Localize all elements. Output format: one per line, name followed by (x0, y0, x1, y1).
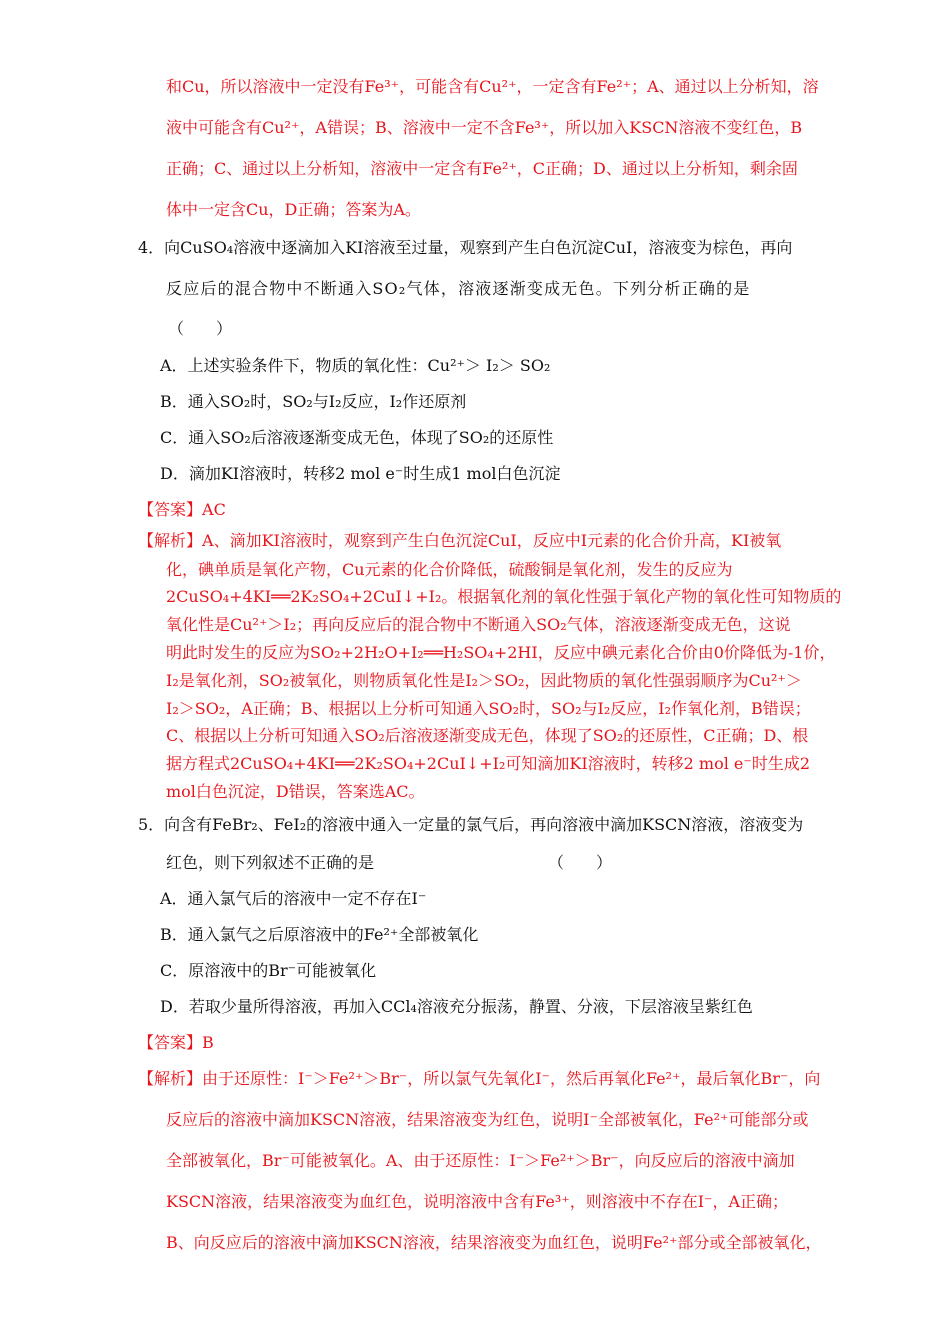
q4-option-a: A．上述实验条件下，物质的氧化性：Cu²⁺＞ I₂＞ SO₂ (160, 356, 551, 375)
q4-explanation-line-1: A、滴加KI溶液时，观察到产生白色沉淀CuI，反应中I元素的化合价升高，KI被氧 (202, 531, 782, 550)
q4-stem-line-1: 4．向CuSO₄溶液中逐滴加入KI溶液至过量，观察到产生白色沉淀CuI，溶液变为棕色，再向 (138, 238, 793, 257)
q4-explanation-line-3: 2CuSO₄+4KI══2K₂SO₄+2CuI↓+I₂。根据氧化剂的氧化性强于氧化产物的氧化性可知物质的 (166, 587, 842, 606)
q4-option-d: D．滴加KI溶液时，转移2 mol e⁻时生成1 mol白色沉淀 (160, 464, 561, 483)
q3-explanation-line-4: 体中一定含Cu，D正确；答案为A。 (166, 200, 421, 219)
q5-answer-row (138, 1033, 214, 1053)
q4-stem-line-2: 反应后的混合物中不断通入SO₂气体，溶液逐渐变成无色。下列分析正确的是 (166, 279, 751, 298)
q5-option-d: D．若取少量所得溶液，再加入CCl₄溶液充分振荡，静置、分液，下层溶液呈紫红色 (160, 997, 753, 1016)
q4-answer-value: AC (202, 500, 226, 519)
q4-explanation-row-1 (138, 531, 781, 551)
q4-explanation-line-4: 氧化性是Cu²⁺＞I₂；再向反应后的混合物中不断通入SO₂气体，溶液逐渐变成无色，这说 (166, 615, 791, 634)
q5-explanation-row-1 (138, 1069, 820, 1089)
q5-explanation-line-2: 反应后的溶液中滴加KSCN溶液，结果溶液变为红色，说明I⁻全部被氧化，Fe²⁺可能部分或 (166, 1110, 809, 1129)
q5-stem-line-2: 红色，则下列叙述不正确的是 (166, 853, 375, 872)
q3-explanation-line-1: 和Cu，所以溶液中一定没有Fe³⁺，可能含有Cu²⁺，一定含有Fe²⁺；A、通过以上分析知，溶 (166, 77, 819, 96)
q4-explanation-line-8: C、根据以上分析可知通入SO₂后溶液逐渐变成无色，体现了SO₂的还原性，C正确；D、根 (166, 726, 809, 745)
q5-explanation-line-4: KSCN溶液，结果溶液变为血红色，说明溶液中含有Fe³⁺，则溶液中不存在I⁻，A正确； (166, 1192, 789, 1211)
q5-explanation-line-5: B、向反应后的溶液中滴加KSCN溶液，结果溶液变为血红色，说明Fe²⁺部分或全部被氧化， (166, 1233, 822, 1252)
q3-explanation-line-2: 液中可能含有Cu²⁺，A错误；B、溶液中一定不含Fe³⁺，所以加入KSCN溶液不变红色，B (166, 118, 803, 137)
q4-explanation-line-9: 据方程式2CuSO₄+4KI══2K₂SO₄+2CuI↓+I₂可知滴加KI溶液时，转移2 mol e⁻时生成2 (166, 754, 811, 773)
q4-explanation-line-7: I₂＞SO₂，A正确；B、根据以上分析可知通入SO₂时，SO₂与I₂反应，I₂作氧化剂，B错误； (166, 699, 811, 718)
q4-explanation-line-10: mol白色沉淀，D错误，答案选AC。 (166, 782, 425, 801)
q4-explanation-line-6: I₂是氧化剂，SO₂被氧化，则物质氧化性是I₂＞SO₂，因此物质的氧化性强弱顺序为Cu²⁺＞ (166, 671, 802, 690)
q5-answer-tag: 【答案】 (138, 1033, 203, 1052)
q5-answer-blank: （ ） (548, 853, 613, 872)
q5-stem-line-1: 5．向含有FeBr₂、FeI₂的溶液中通入一定量的氯气后，再向溶液中滴加KSCN溶液，溶液变为 (138, 815, 804, 834)
q4-answer-row (138, 500, 226, 520)
q5-option-b: B．通入氯气之后原溶液中的Fe²⁺全部被氧化 (160, 925, 479, 944)
q4-answer-tag: 【答案】 (138, 500, 203, 519)
q3-explanation-line-3: 正确；C、通过以上分析知，溶液中一定含有Fe²⁺，C正确；D、通过以上分析知，剩余固 (166, 159, 798, 178)
q4-explanation-line-5: 明此时发生的反应为SO₂+2H₂O+I₂══H₂SO₄+2HI，反应中碘元素化合价由0价降低为-1价， (166, 643, 836, 662)
q5-answer-value: B (202, 1033, 214, 1052)
q4-answer-blank: （ ） (168, 319, 233, 338)
q5-option-c: C．原溶液中的Br⁻可能被氧化 (160, 961, 377, 980)
q5-explanation-tag: 【解析】 (138, 1069, 203, 1088)
q5-explanation-line-3: 全部被氧化，Br⁻可能被氧化。A、由于还原性：I⁻＞Fe²⁺＞Br⁻，向反应后的溶液中滴加 (166, 1151, 795, 1170)
q5-explanation-line-1: 由于还原性：I⁻＞Fe²⁺＞Br⁻，所以氯气先氧化I⁻，然后再氧化Fe²⁺，最后氧化Br⁻，向 (202, 1069, 821, 1088)
q4-explanation-tag: 【解析】 (138, 531, 203, 550)
q4-option-c: C．通入SO₂后溶液逐渐变成无色，体现了SO₂的还原性 (160, 428, 554, 447)
q5-option-a: A．通入氯气后的溶液中一定不存在I⁻ (160, 889, 427, 908)
q4-explanation-line-2: 化，碘单质是氧化产物，Cu元素的化合价降低，硫酸铜是氧化剂，发生的反应为 (166, 560, 733, 579)
q4-option-b: B．通入SO₂时，SO₂与I₂反应，I₂作还原剂 (160, 392, 467, 411)
